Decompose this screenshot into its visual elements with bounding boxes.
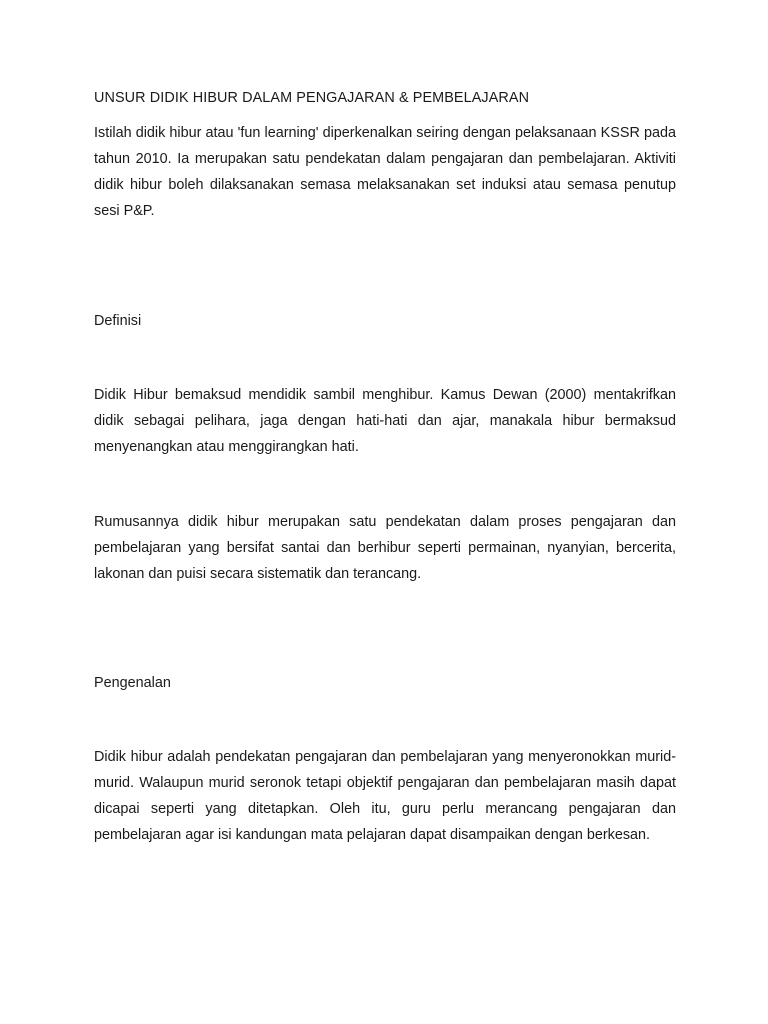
document-title: UNSUR DIDIK HIBUR DALAM PENGAJARAN & PEMBELAJARAN xyxy=(94,90,530,106)
definisi-paragraph-2: Rumusannya didik hibur merupakan satu pendekatan dalam proses pengajaran dan pembelajaran yang bersifat santai dan berhibur seperti permainan, nyanyian, bercerita, lakonan dan puisi secara sistematik dan terancang. xyxy=(94,514,676,582)
definisi-paragraph-1: Didik Hibur bemaksud mendidik sambil menghibur. Kamus Dewan (2000) mentakrifkan didik sebagai pelihara, jaga dengan hati-hati dan ajar, manakala hibur bermaksud menyenangkan atau menggirangkan hati. xyxy=(94,387,676,455)
section-heading-pengenalan: Pengenalan xyxy=(94,675,171,691)
section-heading-definisi: Definisi xyxy=(94,313,142,329)
intro-paragraph: Istilah didik hibur atau 'fun learning' diperkenalkan seiring dengan pelaksanaan KSSR pada tahun 2010. Ia merupakan satu pendekatan dalam pengajaran dan pembelajaran. Aktiviti didik hibur boleh dilaksanakan semasa melaksanakan set induksi atau semasa penutup sesi P&P. xyxy=(94,125,676,219)
pengenalan-paragraph: Didik hibur adalah pendekatan pengajaran dan pembelajaran yang menyeronokkan murid-murid. Walaupun murid seronok tetapi objektif pengajaran dan pembelajaran masih dapat dicapai seperti yang ditetapkan. Oleh itu, guru perlu merancang pengajaran dan pembelajaran agar isi kandungan mata pelajaran dapat disampaikan dengan berkesan. xyxy=(94,749,676,843)
